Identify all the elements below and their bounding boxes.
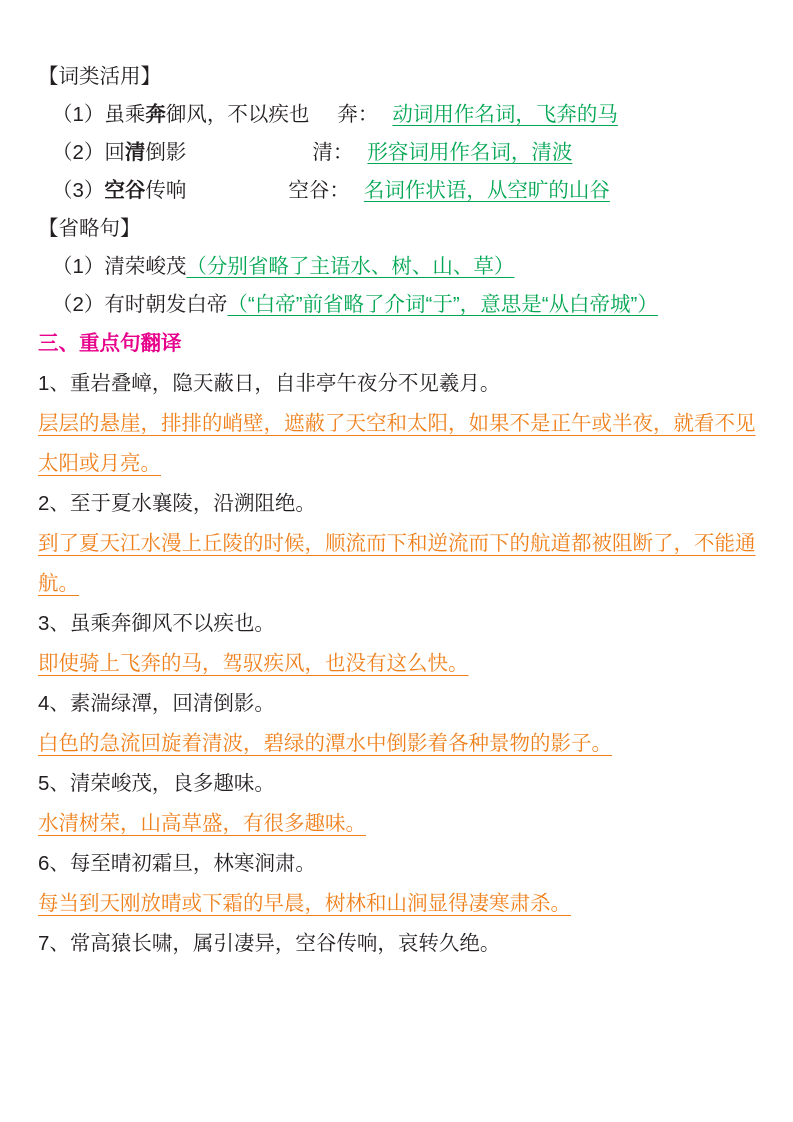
entry-number: 2、 [38,492,70,515]
section-title-ellipsis [38,210,757,248]
translation-text-1 [38,404,757,484]
translation-sentence-1 [38,364,757,404]
item-text-after: 倒影 [145,141,187,164]
word-usage-item-1 [38,96,757,134]
item-text: 清荣峻茂 [104,255,187,278]
translation-sentence-3 [38,604,757,644]
translation-sentence-2 [38,484,757,524]
translation-text-3 [38,644,757,684]
section-title-text: 【省略句】 [38,217,141,240]
translation-text-2 [38,524,757,604]
item-explain: （“白帝”前省略了介词“于”，意思是“从白帝城”） [227,293,658,316]
translation-text-5 [38,804,757,844]
section-title-text: 【词类活用】 [38,65,161,88]
entry-number: 4、 [38,692,70,715]
entry-sentence: 虽乘奔御风不以疾也。 [69,612,275,635]
entry-number: 7、 [38,932,70,955]
entry-sentence: 每至晴初霜旦，林寒涧肃。 [69,852,316,875]
item-text-before: 虽乘 [104,103,146,126]
translation-section-heading [38,324,757,364]
item-keyword: 奔 [145,103,166,126]
item-text-after: 御风，不以疾也 [165,103,310,126]
ellipsis-item-1 [38,248,757,286]
entry-number: 6、 [38,852,70,875]
translation-text-6 [38,884,757,924]
translation-text-4 [38,724,757,764]
entry-translation: 每当到天刚放晴或下霜的早晨，树林和山涧显得凄寒肃杀。 [38,892,571,915]
entry-translation: 层层的悬崖，排排的峭壁，遮蔽了天空和太阳，如果不是正午或半夜，就看不见太阳或月亮。 [38,412,756,475]
item-explain: 名词作状语，从空旷的山谷 [363,179,610,202]
entry-translation: 白色的急流回旋着清波，碧绿的潭水中倒影着各种景物的影子。 [38,732,612,755]
item-explain: （分别省略了主语水、树、山、草） [186,255,515,278]
translation-sentence-5 [38,764,757,804]
item-number: （1） [52,103,105,126]
entry-translation: 到了夏天江水漫上丘陵的时候，顺流而下和逆流而下的航道都被阻断了，不能通航。 [38,532,756,595]
item-number: （2） [52,141,105,164]
word-usage-item-2 [38,134,757,172]
translation-sentence-6 [38,844,757,884]
translation-sentence-7 [38,924,757,964]
ellipsis-item-2 [38,286,757,324]
item-number: （1） [52,255,105,278]
entry-sentence: 常高猿长啸，属引凄异，空谷传响，哀转久绝。 [69,932,501,955]
item-number: （3） [52,179,105,202]
heading-text: 三、重点句翻译 [38,332,182,355]
item-keyword: 清 [124,141,146,164]
section-title-word-usage [38,58,757,96]
item-number: （2） [52,293,105,316]
entry-translation: 即使骑上飞奔的马，驾驭疾风，也没有这么快。 [38,652,469,675]
item-term: 空谷： [288,179,350,202]
item-explain: 形容词用作名词，清波 [367,141,573,164]
item-text: 有时朝发白帝 [104,293,228,316]
item-term: 清： [312,141,354,164]
entry-number: 5、 [38,772,70,795]
entry-number: 3、 [38,612,70,635]
word-usage-item-3 [38,172,757,210]
entry-sentence: 重岩叠嶂，隐天蔽日，自非亭午夜分不见羲月。 [69,372,501,395]
entry-translation: 水清树荣，山高草盛，有很多趣味。 [38,812,366,835]
item-term: 奔： [337,103,379,126]
entry-sentence: 素湍绿潭，回清倒影。 [69,692,275,715]
entry-sentence: 清荣峻茂，良多趣味。 [69,772,275,795]
item-keyword: 空谷 [104,179,146,202]
translation-sentence-4 [38,684,757,724]
item-explain: 动词用作名词，飞奔的马 [392,103,618,126]
entry-number: 1、 [38,372,70,395]
item-text-before: 回 [104,141,125,164]
entry-sentence: 至于夏水襄陵，沿溯阻绝。 [69,492,316,515]
item-text-after: 传响 [145,179,187,202]
